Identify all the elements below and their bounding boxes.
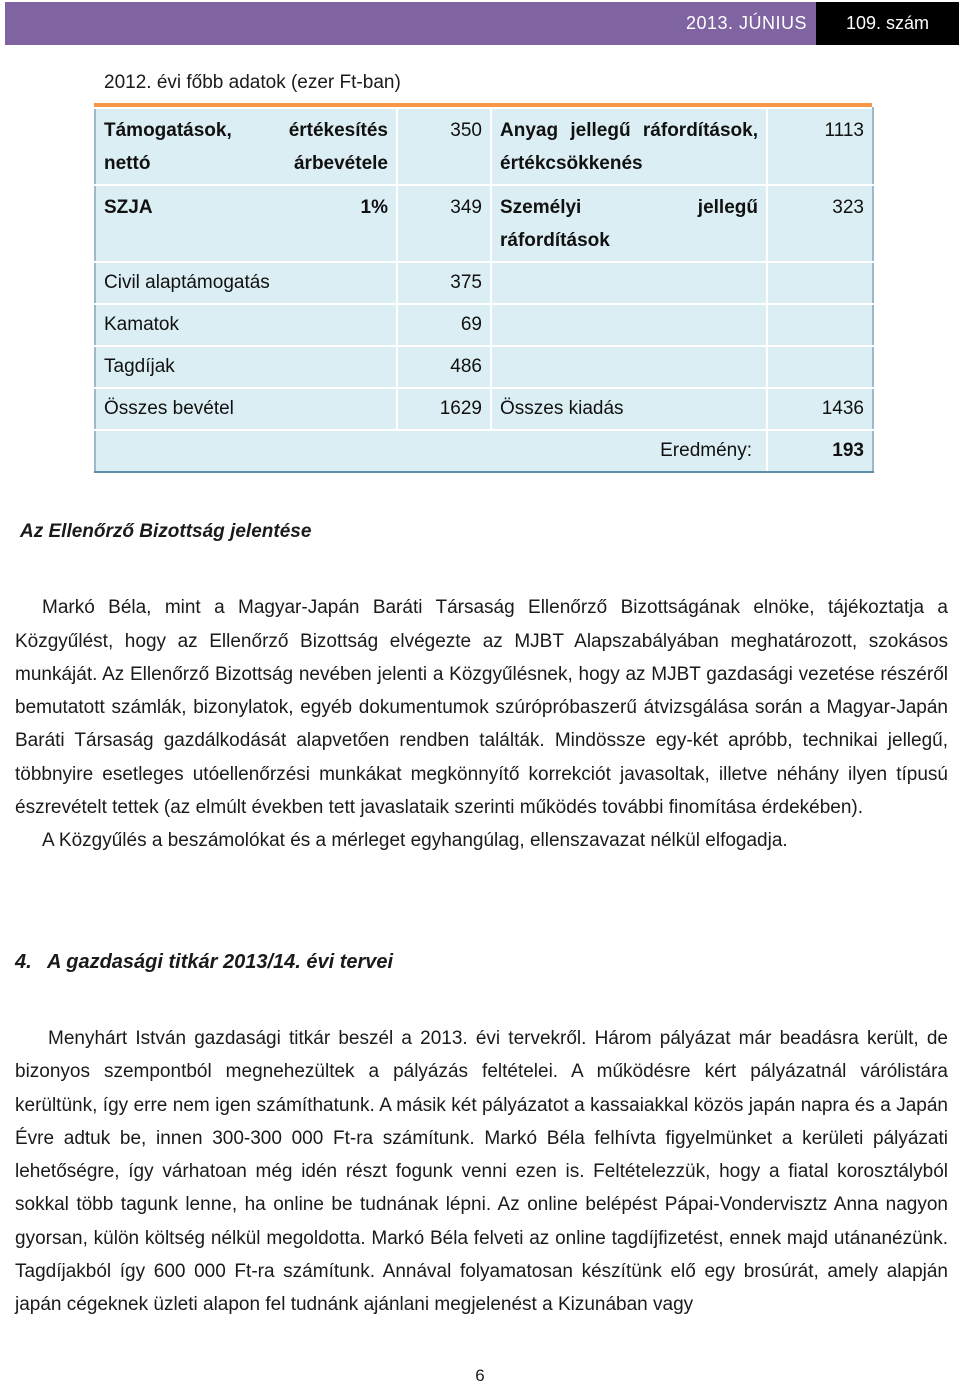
income-value: 69 bbox=[397, 304, 491, 346]
income-label: Támogatások, értékesítés nettó árbevétele bbox=[95, 108, 397, 185]
income-value: 375 bbox=[397, 262, 491, 304]
expense-value: 323 bbox=[767, 185, 873, 262]
income-label: SZJA 1% bbox=[95, 185, 397, 262]
expense-value bbox=[767, 304, 873, 346]
income-value: 1629 bbox=[397, 388, 491, 430]
audit-heading: Az Ellenőrző Bizottság jelentése bbox=[20, 521, 312, 542]
section-4-body bbox=[15, 1022, 948, 1322]
table-row bbox=[95, 185, 873, 262]
page-number: 6 bbox=[475, 1366, 485, 1385]
plans-paragraph: Menyhárt István gazdasági titkár beszél a 2013. évi tervekről. Három pályázat már beadásra került, de bizonyos szempontból megnehezültek a pályázás feltételei. A működésre kért pályázatnál várólistára kerültünk, így erre nem igen számíthatunk. A másik két pályázatot a kassaiakkal közös japán napra és a Japán Évre adtuk be, innen 300-300 000 Ft-ra számítunk. Markó Béla felhívta figyelmünket a kerületi pályázati lehetőségre, így várhatoan még idén részt fogunk venni ezen is. Feltételezzük, hogy a fiatal korosztályból sokkal több tagunk lenne, ha online be tudnának lépni. Az online belépést Pápai-Vondervisztz Anna nagyon gyorsan, külön költség nélkül megoldotta. Markó Béla felveti az online tagdíjfizetést, ennek majd utánanézünk. Tagdíjakból így 600 000 Ft-ra számítunk. Annával folyamatosan készítünk elő egy brosúrát, amely alapján japán cégeknek üzleti alapon fel tudnánk ajánlani megjelenést a Kizunában vagy bbox=[15, 1028, 948, 1316]
expense-value: 1436 bbox=[767, 388, 873, 430]
audit-paragraph: Markó Béla, mint a Magyar-Japán Baráti Társaság Ellenőrző Bizottságának elnöke, tájékoztatja a Közgyűlést, hogy az Ellenőrző Bizottság elvégezte az MJBT Alapszabályában meghatározott, szokásos munkáját. Az Ellenőrző Bizottság nevében jelenti a Közgyűlésnek, hogy az MJBT gazdasági vezetése részéről bemutatott számlák, bizonylatok, egyéb dokumentumok szúrópróbaszerű átvizsgálása során a Magyar-Japán Baráti Társaság gazdálkodását alapvetően rendben találták. Mindössze egy-két apróbb, technikai jellegű, többnyire esetleges utóellenőrzési munkákat megkönnyítő korrekciót javasoltak, illetve néhány ilyen típusú észrevételt tettek (az elmúlt években tett javaslataik szerinti működés további finomítása érdekében). bbox=[15, 597, 948, 819]
table-row bbox=[95, 346, 873, 388]
table-title: 2012. évi főbb adatok (ezer Ft-ban) bbox=[104, 72, 401, 93]
expense-label: Anyag jellegű ráfordítások, értékcsökkenés bbox=[491, 108, 767, 185]
section-number: 4. bbox=[15, 951, 32, 973]
expense-label: Összes kiadás bbox=[491, 388, 767, 430]
income-value: 486 bbox=[397, 346, 491, 388]
income-value: 349 bbox=[397, 185, 491, 262]
income-label: Civil alaptámogatás bbox=[95, 262, 397, 304]
table-row bbox=[95, 108, 873, 185]
expense-label bbox=[491, 346, 767, 388]
audit-section bbox=[15, 515, 948, 858]
income-value: 350 bbox=[397, 108, 491, 185]
result-label: Eredmény: bbox=[95, 430, 767, 472]
expense-value bbox=[767, 346, 873, 388]
expense-label bbox=[491, 262, 767, 304]
table-row bbox=[95, 388, 873, 430]
section-4-heading bbox=[15, 951, 948, 974]
income-label: Tagdíjak bbox=[95, 346, 397, 388]
expense-label bbox=[491, 304, 767, 346]
issue-date: 2013. JÚNIUS bbox=[685, 13, 807, 33]
income-label: Kamatok bbox=[95, 304, 397, 346]
audit-conclusion: A Közgyűlés a beszámolókat és a mérleget egyhangúlag, ellenszavazat nélkül elfogadja. bbox=[42, 830, 788, 852]
financial-table bbox=[94, 107, 874, 473]
expense-value: 1113 bbox=[767, 108, 873, 185]
issue-number: 109. szám bbox=[845, 13, 930, 33]
expense-value bbox=[767, 262, 873, 304]
expense-label: Személyi jellegű ráfordítások bbox=[491, 185, 767, 262]
income-label: Összes bevétel bbox=[95, 388, 397, 430]
table-row bbox=[95, 262, 873, 304]
table-row bbox=[95, 304, 873, 346]
result-value: 193 bbox=[767, 430, 873, 472]
section-title: A gazdasági titkár 2013/14. évi tervei bbox=[46, 951, 394, 973]
page-header bbox=[5, 2, 959, 45]
result-row bbox=[95, 430, 873, 472]
